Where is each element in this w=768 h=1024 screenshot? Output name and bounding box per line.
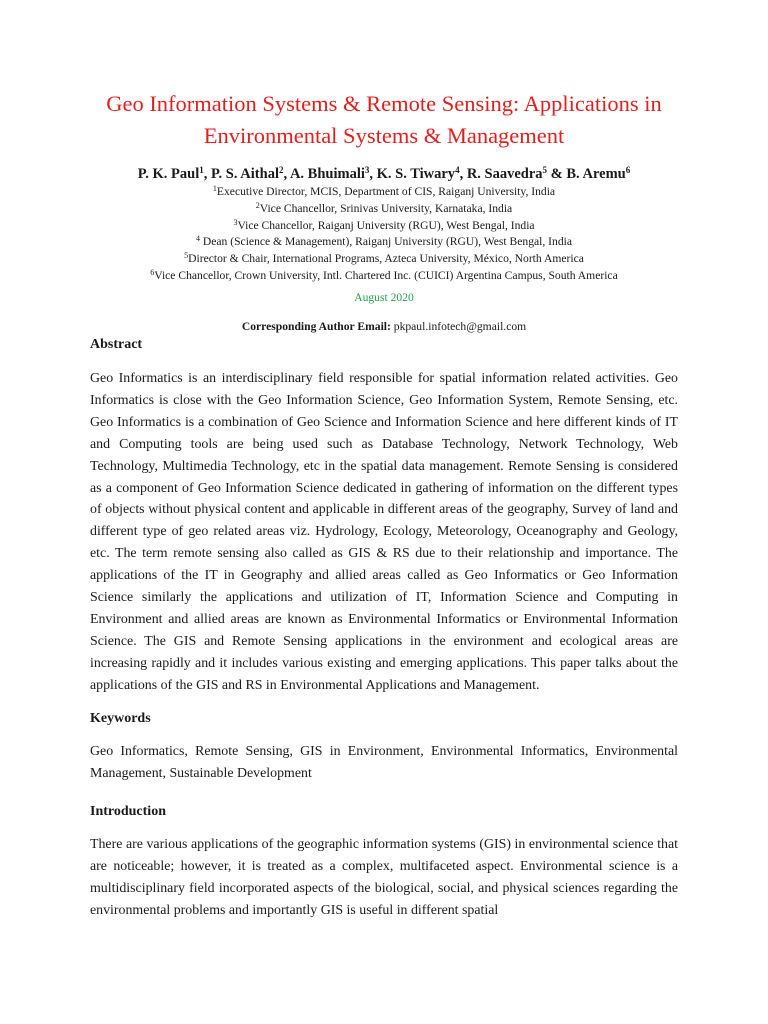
corresponding-email: pkpaul.infotech@gmail.com: [390, 320, 527, 333]
author-sep: ,: [369, 166, 377, 182]
affiliation-text: Vice Chancellor, Crown University, Intl. Chartered Inc. (CUICI) Argentina Campus, South America: [154, 268, 618, 282]
affiliation-text: Vice Chancellor, Srinivas University, Karnataka, India: [259, 201, 513, 215]
author-sup: 5: [542, 165, 548, 175]
affiliation-line: [40, 268, 728, 285]
author-sep: ,: [459, 166, 467, 182]
corresponding-author: [40, 319, 728, 335]
affiliation-sup: 2: [255, 200, 260, 210]
author-name: B. Aremu: [566, 166, 626, 182]
keywords-text: Geo Informatics, Remote Sensing, GIS in Environment, Environmental Informatics, Environmental Management, Sustainable Development: [90, 744, 678, 781]
author-sup: 1: [199, 165, 204, 175]
keywords-heading: Keywords: [90, 711, 151, 726]
affiliation-line: [40, 184, 728, 201]
affiliation-text: Dean (Science & Management), Raiganj University (RGU), West Bengal, India: [199, 235, 572, 249]
author-sup: 2: [278, 165, 284, 175]
affiliation-text: Executive Director, MCIS, Department of CIS, Raiganj University, India: [216, 185, 556, 198]
author-list: [40, 164, 728, 184]
affiliation-sup: 1: [212, 184, 217, 193]
author-sep: &: [547, 166, 567, 182]
abstract-heading: Abstract: [90, 337, 143, 352]
author-name: P. K. Paul: [137, 166, 200, 182]
affiliation-list: [40, 184, 728, 285]
abstract-text: Geo Informatics is an interdisciplinary field responsible for spatial information related activities. Geo Informatics is close with the Geo Information Science, Geo Information System, Remote Sensing, etc. Geo Informatics is a combination of Geo Science and Information Science and here different kinds of IT and Computing tools are being used such as Database Technology, Network Technology, Web Technology, Multimedia Technology, etc in the spatial data management. Remote Sensing is considered as a component of Geo Information Science dedicated in gathering of information on the different types of objects without physical content and applicable in different areas of the geography, Survey of land and different type of geo related areas viz. Hydrology, Ecology, Meteorology, Oceanography and Geology, etc. The term remote sensing also called as GIS & RS due to their relationship and importance. The applications of the IT in Geography and allied areas called as Geo Informatics or Geo Information Science similarly the applications and utilization of IT, Information Science and Computing in Environment and allied areas are known as Environmental Informatics or Environmental Information Science. The GIS and Remote Sensing applications in the environment and ecological areas are increasing rapidly and it includes various existing and emerging applications. This paper talks about the applications of the GIS and RS in Environmental Applications and Management.: [90, 371, 678, 693]
affiliation-sup: 3: [233, 217, 238, 227]
publication-date: August 2020: [354, 291, 414, 304]
author-name: R. Saavedra: [466, 166, 543, 182]
affiliation-sup: 5: [184, 251, 189, 261]
author-name: P. S. Aithal: [211, 166, 279, 182]
author-sup: 6: [625, 165, 631, 175]
author-name: K. S. Tiwary: [376, 166, 456, 182]
author-sup: 3: [364, 165, 370, 175]
affiliation-text: Vice Chancellor, Raiganj University (RGU), West Bengal, India: [237, 218, 535, 232]
author-name: A. Bhuimali: [289, 166, 365, 182]
affiliation-text: Director & Chair, International Programs, Azteca University, México, North America: [188, 252, 584, 266]
affiliation-sup: 4: [195, 234, 200, 244]
affiliation-line: [40, 234, 728, 251]
author-sep: ,: [203, 166, 212, 182]
paper-title: Geo Information Systems & Remote Sensing: Applications in Environmental Systems & Management: [106, 91, 662, 148]
corresponding-label: Corresponding Author Email:: [241, 320, 391, 333]
author-sup: 4: [455, 165, 460, 175]
affiliation-sup: 6: [150, 267, 155, 277]
introduction-heading: Introduction: [90, 804, 166, 819]
affiliation-line: [40, 201, 728, 218]
affiliation-line: [40, 251, 728, 268]
affiliation-line: [40, 218, 728, 235]
author-sep: ,: [283, 166, 290, 182]
introduction-text: There are various applications of the geographic information systems (GIS) in environmental science that are noticeable; however, it is treated as a complex, multifaceted aspect. Environmental science is a multidisciplinary field incorporated aspects of the biological, social, and physical sciences regarding the environmental problems and importantly GIS is useful in different spatial: [90, 837, 678, 918]
